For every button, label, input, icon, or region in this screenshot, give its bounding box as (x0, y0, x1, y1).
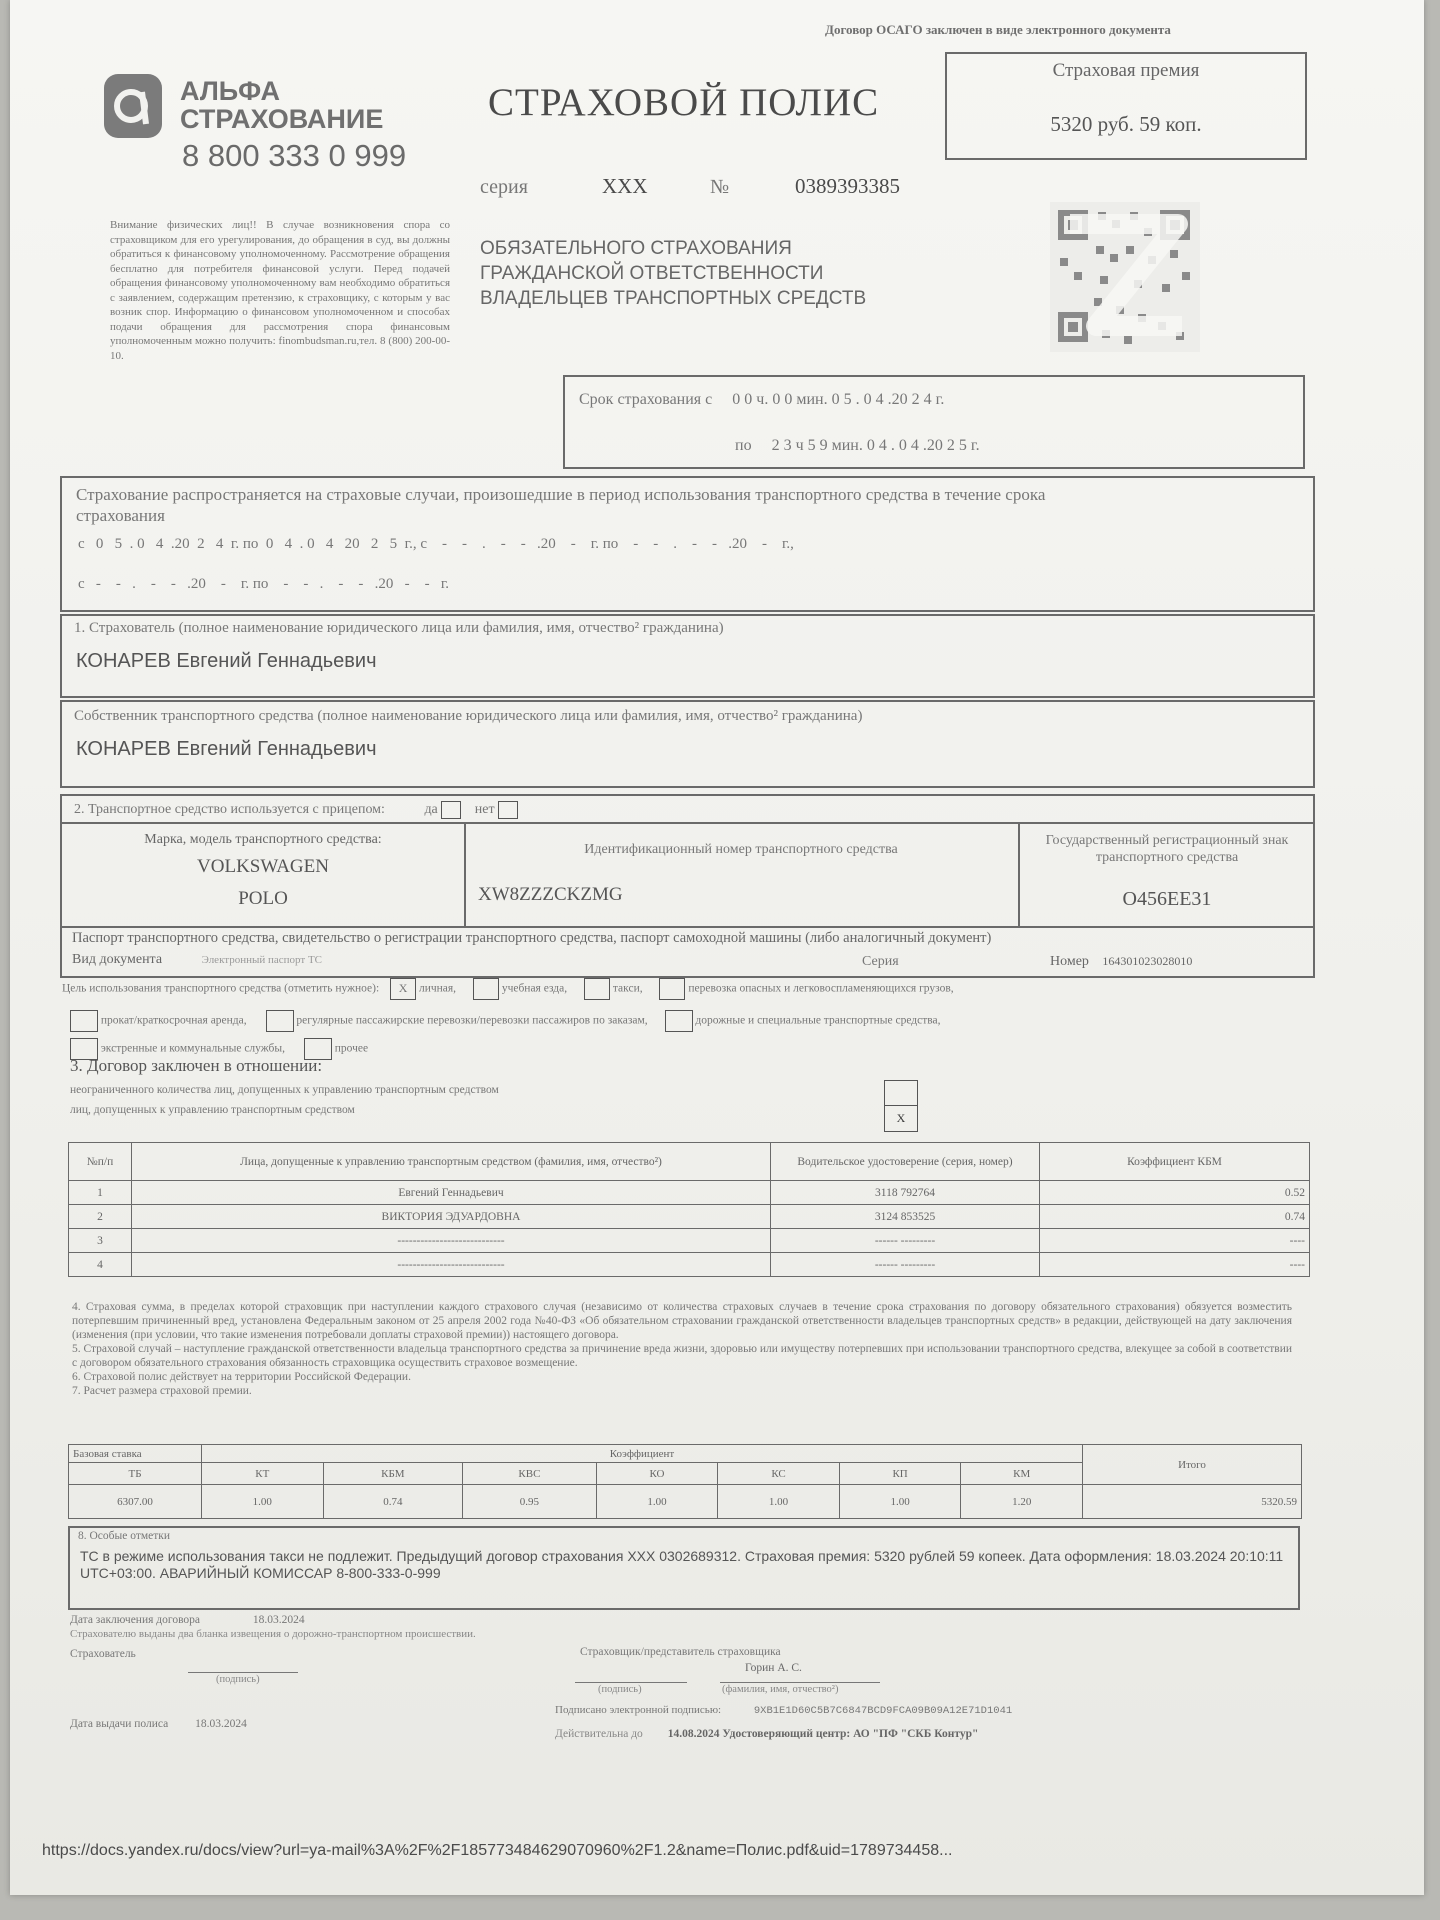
policy-number: 0389393385 (795, 174, 900, 198)
policyholder-sign-label: Страхователь (70, 1648, 136, 1660)
trailer-no-label: нет (474, 802, 495, 818)
purpose-label: Цель использования транспортного средства (отметить нужное): (62, 982, 380, 995)
calc-value: 0.74 (323, 1485, 463, 1519)
trailer-no-checkbox[interactable] (498, 801, 518, 819)
document-number-value: 164301023028010 (1102, 954, 1193, 968)
special-notes-text: ТС в режиме использования такси не подлежит. Предыдущий договор страхования XXX 0302689312. Страховая премия: 5320 рублей 59 копеек. Дата оформления: 18.03.2024 20:10:11 UTC+03:00. АВАРИЙНЫЙ КОМИССАР 8-800-333-0-999 (80, 1548, 1284, 1581)
vehicle-make-cell (62, 824, 466, 926)
term-to-label: по (735, 437, 752, 454)
term-from (579, 391, 944, 409)
premium-box (945, 52, 1307, 160)
trailer-label: 2. Транспортное средство используется с прицепом: (74, 802, 385, 818)
calc-value: 1.00 (839, 1485, 961, 1519)
purpose-road-checkbox[interactable] (665, 1010, 693, 1032)
term-p6: 6. Страховой полис действует на территории Российской Федерации. (72, 1371, 411, 1383)
row-num: 2 (69, 1205, 132, 1229)
table-row (69, 1253, 1310, 1277)
policyholder-signature-line (188, 1672, 298, 1673)
contract-date-value: 18.03.2024 (252, 1614, 305, 1626)
table-row (69, 1205, 1310, 1229)
row-num: 3 (69, 1229, 132, 1253)
insurer-rep-label: Страховщик/представитель страховщика (580, 1646, 781, 1658)
col-num: №п/п (69, 1143, 132, 1181)
purpose-taxi-label: такси, (612, 982, 643, 995)
vehicle-plate-cell (1020, 824, 1314, 926)
number-label: № (710, 176, 730, 198)
usage-period-heading: Страхование распространяется на страховые случаи, произошедшие в период использования транспортного средства в течение срока страхования (76, 485, 1046, 525)
calc-header: КВС (463, 1463, 596, 1485)
row-name: ---------------------------- (132, 1253, 771, 1277)
vehicle-document-box (60, 926, 1315, 978)
purpose-personal-checkbox[interactable]: X (390, 978, 416, 1000)
row-name: Евгений Геннадьевич (132, 1181, 771, 1205)
contract-date-label: Дата заключения договора (70, 1614, 201, 1626)
row-name: ВИКТОРИЯ ЭДУАРДОВНА (132, 1205, 771, 1229)
electronic-document-note: Договор ОСАГО заключен в виде электронного документа (825, 22, 1171, 37)
document-type-value: Электронный паспорт ТС (201, 954, 323, 966)
row-num: 4 (69, 1253, 132, 1277)
trailer-yes-checkbox[interactable] (441, 801, 461, 819)
electronic-signature (555, 1704, 1012, 1717)
special-notes-label: 8. Особые отметки (78, 1530, 170, 1542)
issue-date-label: Дата выдачи полиса (70, 1718, 169, 1730)
purpose-road-label: дорожные и специальные транспортные средства, (695, 1014, 941, 1027)
valid-value: 14.08.2024 Удостоверяющий центр: АО "ПФ "СКБ Контур" (667, 1728, 979, 1740)
vehicle-document-number (1050, 954, 1192, 970)
qr-code-icon (1050, 202, 1200, 352)
policy-page (10, 0, 1424, 1895)
policyholder-label: 1. Страхователь (полное наименование юридического лица или фамилия, имя, отчество² гражданина) (74, 620, 724, 636)
policy-terms (72, 1300, 1292, 1398)
col-name: Лица, допущенные к управлению транспортным средством (фамилия, имя, отчество²) (132, 1143, 771, 1181)
vehicle-plate-label: Государственный регистрационный знак транспортного средства (1045, 833, 1289, 865)
series-value: XXX (602, 174, 648, 198)
drivers-unlimited: неограниченного количества лиц, допущенных к управлению транспортным средством (70, 1084, 499, 1096)
brand-name-line2: СТРАХОВАНИЕ (180, 104, 384, 134)
calc-value: 1.20 (961, 1485, 1083, 1519)
esign-value: 9XB1E1D60C5B7C6847BCD9FCA09B09A12E71D1041 (753, 1705, 1013, 1717)
policyholder-box (60, 614, 1315, 698)
browser-url[interactable]: https://docs.yandex.ru/docs/view?url=ya-mail%3A%2F%2F185773484629070960%2F1.2&name=Полис.pdf&uid=1789734458... (42, 1842, 953, 1859)
row-license: ------ --------- (771, 1253, 1040, 1277)
drivers-heading: 3. Договор заключен в отношении: (70, 1056, 323, 1075)
vehicle-vin-cell (464, 824, 1020, 926)
term-p7: 7. Расчет размера страховой премии. (72, 1385, 252, 1397)
policyholder-name: КОНАРЕВ Евгений Геннадьевич (76, 650, 377, 672)
purpose-training-checkbox[interactable] (473, 978, 499, 1000)
calc-header: КТ (202, 1463, 324, 1485)
insurer-signature-line (575, 1682, 687, 1683)
subtitle-line1: ОБЯЗАТЕЛЬНОГО СТРАХОВАНИЯ (480, 238, 792, 259)
policy-subtitle (480, 236, 866, 311)
insurer-name-caption: (фамилия, имя, отчество²) (722, 1684, 839, 1695)
row-kbm: 0.52 (1040, 1181, 1310, 1205)
policy-title: СТРАХОВОЙ ПОЛИС (488, 81, 880, 124)
trailer-row (60, 794, 1315, 824)
calc-value: 6307.00 (69, 1485, 202, 1519)
calc-header: КМ (961, 1463, 1083, 1485)
calc-header: КБМ (323, 1463, 463, 1485)
term-p5: 5. Страховой случай – наступление гражданской ответственности владельца транспортного средства за причинение вреда жизни, здоровью или имуществу потерпевших при использовании транспортного средства, влекущее за собой в соответствии с договором обязательного страхования обязанность страховщика осуществить страховое возмещение. (72, 1343, 1293, 1369)
trailer-question (74, 801, 518, 819)
col-kbm: Коэффициент КБМ (1040, 1143, 1310, 1181)
row-kbm: 0.74 (1040, 1205, 1310, 1229)
total-label: Итого (1083, 1445, 1302, 1485)
purpose-regular-label: регулярные пассажирские перевозки/перевозки пассажиров по заказам, (296, 1014, 648, 1027)
vehicle-make-label: Марка, модель транспортного средства: (144, 832, 382, 847)
purpose-taxi-checkbox[interactable] (584, 978, 610, 1000)
calc-value: 1.00 (596, 1485, 718, 1519)
issue-date-value: 18.03.2024 (195, 1718, 247, 1730)
purpose-dangerous-label: перевозка опасных и легковоспламеняющихся грузов, (688, 982, 954, 995)
brand-name-line1: АЛЬФА (180, 76, 281, 106)
calc-total: 5320.59 (1083, 1485, 1302, 1519)
row-kbm: ---- (1040, 1229, 1310, 1253)
usage-period-box (60, 476, 1315, 612)
signature-validity (555, 1728, 978, 1740)
term-p4: 4. Страховая сумма, в пределах которой страховщик при наступлении каждого страхового случая (независимо от количества страховых случаев в течение срока страхования по договору обязательного страхования) обязуется возместить потерпевшим причиненный вред, установлена Федеральным законом от 25 апреля 2002 года №40-ФЗ «Об обязательном страховании гражданской ответственности владельцев транспортных средств» в редакции, действующей на дату заключения (изменения (при условии, что такие изменения потребовали доплаты страховой премии)) настоящего договора. (72, 1301, 1292, 1341)
valid-label: Действительна до (555, 1728, 643, 1740)
drivers-choice-box (884, 1080, 918, 1132)
drivers-limited-checkbox[interactable]: X (896, 1111, 906, 1125)
insurer-name-line (720, 1682, 880, 1683)
table-row (69, 1229, 1310, 1253)
usage-period-line2: с - - . - - .20 - г. по - - . - - .20 - - г. (78, 576, 450, 592)
row-num: 1 (69, 1181, 132, 1205)
term-to (735, 437, 980, 455)
insurer-rep-name: Горин А. С. (745, 1662, 802, 1674)
trailer-yes-label: да (424, 802, 438, 818)
term-from-label: Срок страхования с (579, 391, 713, 408)
drivers-limited: лиц, допущенных к управлению транспортным средством (70, 1104, 355, 1116)
calc-header: КО (596, 1463, 718, 1485)
vehicle-plate: О456ЕЕ31 (1122, 888, 1212, 910)
drivers-unlimited-checkbox[interactable] (885, 1081, 917, 1106)
vehicle-document-series: Серия (862, 954, 899, 969)
vehicle-vin: XW8ZZZCKZMG (478, 884, 623, 905)
calc-header: КП (839, 1463, 961, 1485)
vehicle-document-type (72, 952, 322, 968)
row-license: 3124 853525 (771, 1205, 1040, 1229)
purpose-personal-label: личная, (418, 982, 457, 995)
purpose-training-label: учебная езда, (501, 982, 568, 995)
financial-ombudsman-notice: Внимание физических лиц!! В случае возникновения спора со страховщиком для его урегулирования, до обращения в суд, вы должны обратиться к финансовому уполномоченному. Рассмотрение обращения бесплатно для потребителя финансовой услуги. Перед подачей обращения финансовому уполномоченному вам необходимо обратиться с заявлением, содержащим претензию, к страховщику, с которым у вас возник спор. Информацию о финансовом уполномоченном и способах подачи обращения для рассмотрения спора финансовым уполномоченным можно получить: finombudsman.ru,тел. 8 (800) 200-00-10. (110, 219, 450, 362)
calc-value: 1.00 (202, 1485, 324, 1519)
premium-value: 5320 руб. 59 коп. (1050, 112, 1202, 136)
coefficient-label: Коэффициент (202, 1445, 1083, 1463)
col-license: Водительское удостоверение (серия, номер) (771, 1143, 1040, 1181)
calc-value: 0.95 (463, 1485, 596, 1519)
insurance-term-box (563, 375, 1305, 469)
document-number-label: Номер (1050, 954, 1089, 969)
issue-date (70, 1718, 247, 1730)
forms-note: Страхователю выданы два бланка извещения о дорожно-транспортном происшествии. (70, 1628, 476, 1640)
vehicle-document-label: Паспорт транспортного средства, свидетельство о регистрации транспортного средства, паспорт самоходной машины (либо аналогичный документ) (72, 930, 992, 946)
brand-phone: 8 800 333 0 999 (182, 138, 407, 173)
series-label: серия (480, 176, 528, 198)
document-type-label: Вид документа (72, 952, 163, 967)
table-row (69, 1181, 1310, 1205)
usage-period-line1: с 0 5 . 0 4 .20 2 4 г. по 0 4 . 0 4 20 2 5 г., с - - . - - .20 - г. по - - . - - .20 - г., (78, 536, 794, 552)
subtitle-line2: ГРАЖДАНСКОЙ ОТВЕТСТВЕННОСТИ (480, 263, 824, 284)
vehicle-model: POLO (238, 888, 288, 909)
purpose-rent-label: прокат/краткосрочная аренда, (100, 1014, 247, 1027)
vehicle-vin-label: Идентификационный номер транспортного средства (584, 842, 898, 857)
owner-label: Собственник транспортного средства (полное наименование юридического лица или фамилия, имя, отчество² гражданина) (74, 708, 863, 724)
base-rate-label: Базовая ставка (69, 1445, 202, 1463)
row-license: 3118 792764 (771, 1181, 1040, 1205)
calc-value: 1.00 (718, 1485, 840, 1519)
contract-date (70, 1614, 305, 1626)
row-kbm: ---- (1040, 1253, 1310, 1277)
purpose-regular-checkbox[interactable] (266, 1010, 294, 1032)
row-license: ------ --------- (771, 1229, 1040, 1253)
alfa-logo-icon (102, 72, 164, 140)
term-from-value: 0 0 ч. 0 0 мин. 0 5 . 0 4 .20 2 4 г. (732, 391, 945, 408)
drivers-table (68, 1142, 1310, 1277)
calc-header: КС (718, 1463, 840, 1485)
premium-label: Страховая премия (1052, 60, 1200, 81)
esign-label: Подписано электронной подписью: (555, 1704, 722, 1716)
insurer-signature-caption: (подпись) (598, 1684, 642, 1695)
owner-box (60, 700, 1315, 788)
row-name: ---------------------------- (132, 1229, 771, 1253)
special-notes-box (68, 1526, 1300, 1610)
calc-header: ТБ (69, 1463, 202, 1485)
purpose-rent-checkbox[interactable] (70, 1010, 98, 1032)
purpose-other-label: прочее (334, 1042, 369, 1055)
purpose-dangerous-checkbox[interactable] (659, 978, 685, 1000)
policyholder-signature-caption: (подпись) (216, 1674, 260, 1685)
premium-calculation-table (68, 1444, 1302, 1519)
subtitle-line3: ВЛАДЕЛЬЦЕВ ТРАНСПОРТНЫХ СРЕДСТВ (480, 288, 867, 309)
purpose-emergency-label: экстренные и коммунальные службы, (100, 1042, 286, 1055)
vehicle-make: VOLKSWAGEN (197, 856, 329, 877)
term-to-value: 2 3 ч 5 9 мин. 0 4 . 0 4 .20 2 5 г. (771, 437, 980, 454)
vehicle-details (60, 822, 1315, 928)
owner-name: КОНАРЕВ Евгений Геннадьевич (76, 738, 377, 760)
